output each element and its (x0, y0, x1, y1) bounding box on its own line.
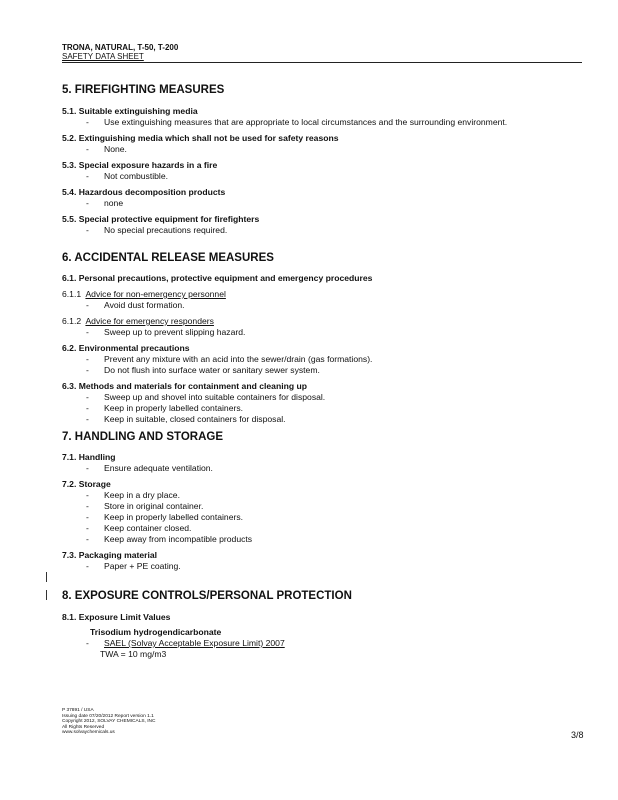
document-body (62, 80, 582, 659)
bullet: - (86, 144, 89, 154)
list-item: - Keep away from incompatible products (86, 534, 253, 544)
section-title: 5. FIREFIGHTING MEASURES (62, 84, 225, 96)
bullet: - (86, 561, 89, 571)
list-item (62, 638, 582, 649)
subsection-title: 5.2. Extinguishing media which shall not be used for safety reasons (62, 133, 339, 143)
list-item: - Do not flush into surface water or sanitary sewer system. (86, 365, 320, 375)
list-item: - Use extinguishing measures that are appropriate to local circumstances and the surrounding environment. (86, 117, 508, 127)
list-item: - Keep in a dry place. (86, 490, 180, 500)
subsection-title: 7.3. Packaging material (62, 550, 158, 560)
bullet: - (86, 327, 89, 337)
list-item: - Keep in properly labelled containers. (86, 403, 244, 413)
subsection-title: 7.1. Handling (62, 452, 116, 462)
list-item: - None. (86, 144, 127, 154)
list-item: - Keep container closed. (86, 523, 192, 533)
bullet: - (86, 463, 89, 473)
product-name: TRONA, NATURAL, T-50, T-200 (62, 43, 179, 52)
list-item: - No special precautions required. (86, 225, 228, 235)
bullet: - (86, 414, 89, 424)
subsection-title: 6.2. Environmental precautions (62, 343, 190, 353)
bullet: - (86, 171, 89, 181)
page-number: 3/8 (571, 730, 584, 740)
footer-line: www.solvaychemicals.us (62, 730, 115, 736)
list-item: - none (86, 198, 124, 208)
list-item: - Prevent any mixture with an acid into the sewer/drain (gas formations). (86, 354, 373, 364)
list-item: - Paper + PE coating. (86, 561, 181, 571)
list-item: - Sweep up to prevent slipping hazard. (86, 327, 246, 337)
limit-value: TWA = 10 mg/m3 (100, 649, 167, 659)
document-type: SAFETY DATA SHEET (62, 52, 144, 61)
footer-line: Issuing date 07/20/2012 Report version 1.1 (62, 713, 154, 719)
chemical-name: Trisodium hydrogendicarbonate (90, 627, 222, 637)
bullet: - (86, 117, 89, 127)
subsection-heading: 6.1.1 Advice for non-emergency personnel (62, 289, 226, 299)
bullet: - (86, 501, 89, 511)
bullet: - (86, 354, 89, 364)
bullet: - (86, 403, 89, 413)
section-title: 7. HANDLING AND STORAGE (62, 431, 224, 443)
subsection-title: 8.1. Exposure Limit Values (62, 612, 171, 622)
list-item: - Not combustible. (86, 171, 169, 181)
subsection-title: 6.1. Personal precautions, protective equipment and emergency procedures (62, 273, 373, 283)
bullet: - (86, 365, 89, 375)
section-title: 8. EXPOSURE CONTROLS/PERSONAL PROTECTION (62, 590, 352, 602)
footer-line: Copyright 2012, SOLVAY CHEMICALS, INC (62, 719, 156, 725)
list-item: - Keep in properly labelled containers. (86, 512, 244, 522)
bullet: - (86, 490, 89, 500)
subsection-title: 5.3. Special exposure hazards in a fire (62, 160, 218, 170)
margin-mark (46, 590, 47, 600)
footer-line: All Rights Reserved (62, 724, 105, 730)
margin-mark (46, 572, 47, 582)
bullet: - (86, 523, 89, 533)
list-item: - Ensure adequate ventilation. (86, 463, 213, 473)
bullet: - (86, 198, 89, 208)
section-title: 6. ACCIDENTAL RELEASE MEASURES (62, 252, 274, 264)
limit-source: SAEL (Solvay Acceptable Exposure Limit) 2007 (104, 638, 285, 648)
footer-line: P 37891 / USA (62, 708, 94, 713)
header-divider (62, 62, 582, 63)
subsection-title: 6.3. Methods and materials for containment and cleaning up (62, 381, 307, 391)
subsection-title: 5.5. Special protective equipment for firefighters (62, 214, 260, 224)
bullet: - (86, 534, 89, 544)
bullet: - (86, 300, 89, 310)
bullet: - (86, 638, 89, 648)
subsection-title: 5.4. Hazardous decomposition products (62, 187, 226, 197)
list-item: - Store in original container. (86, 501, 204, 511)
subsection-title: 5.1. Suitable extinguishing media (62, 106, 198, 116)
subsection-heading: 6.1.2 Advice for emergency responders (62, 316, 214, 326)
subsection-title: 7.2. Storage (62, 479, 111, 489)
document-footer (62, 708, 156, 736)
list-item: - Keep in suitable, closed containers for disposal. (86, 414, 286, 424)
list-item: - Avoid dust formation. (86, 300, 185, 310)
document-header (62, 43, 178, 61)
bullet: - (86, 512, 89, 522)
bullet: - (86, 392, 89, 402)
bullet: - (86, 225, 89, 235)
list-item: - Sweep up and shovel into suitable containers for disposal. (86, 392, 326, 402)
